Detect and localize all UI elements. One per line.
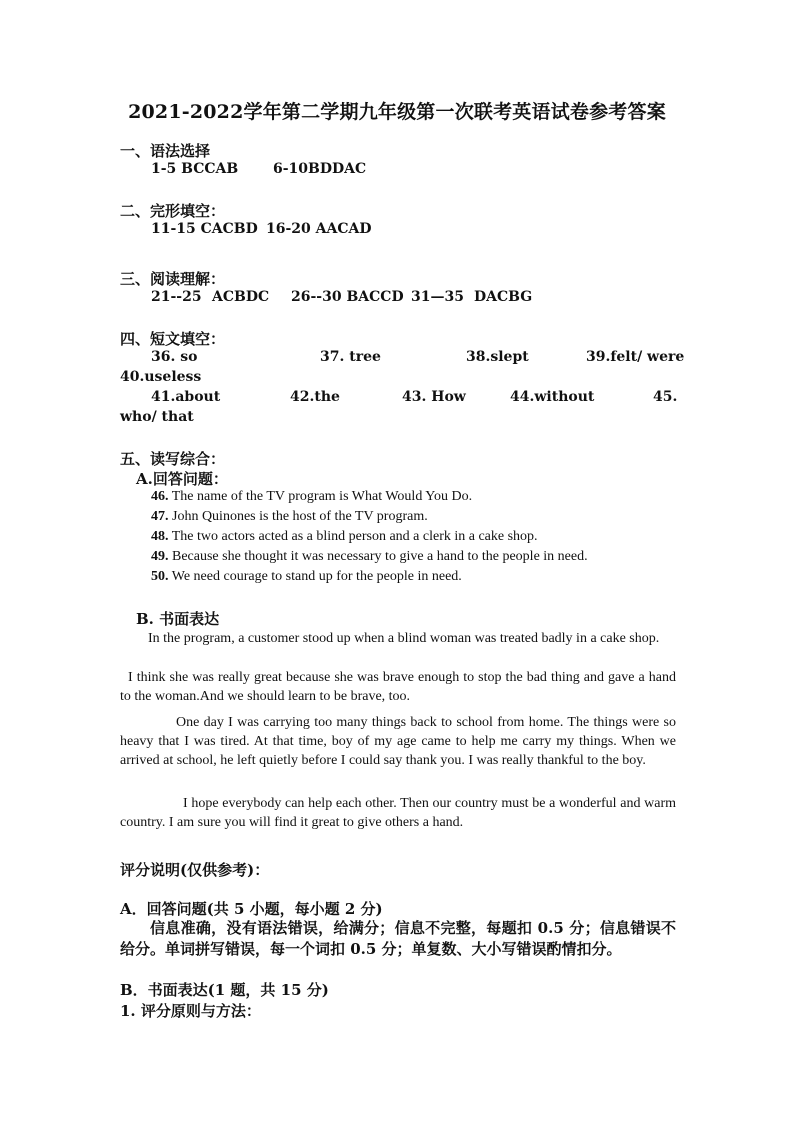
answer-48-num: 48.	[151, 529, 169, 544]
answer-41: 41.about	[151, 389, 221, 405]
essay-paragraph-2: I think she was really great because she was brave enough to stop the bad thing and gave a hand to the woman.And we should learn to be brave, too.	[120, 670, 676, 704]
section-3-heading: 三、阅读理解：	[120, 270, 226, 288]
answer-36: 36. so	[151, 349, 198, 365]
section-1-heading: 一、语法选择	[120, 142, 211, 160]
answer-49	[151, 549, 588, 565]
answer-49-text: Because she thought it was necessary to give a hand to the people in need.	[172, 549, 588, 564]
answer-43: 43. How	[402, 389, 466, 405]
section-5-heading: 五、读写综合：	[120, 450, 226, 468]
answer-39: 39.felt/ were	[586, 349, 685, 365]
answer-46-num: 46.	[151, 489, 169, 504]
answer-50	[151, 569, 462, 585]
answer-31-35: DACBG	[474, 289, 533, 305]
answer-46-text: The name of the TV program is What Would You Do.	[171, 489, 473, 504]
essay-paragraph-3: One day I was carrying too many things back to school from home. The things were so heavy that I was tired. At that time, boy of my age came to help me carry my things. When we arrived at school, he left quietly before I could say thank you. I was really thankful to the boy.	[120, 715, 676, 768]
part-a-heading: A.回答问题：	[136, 470, 228, 488]
answer-6-10: 6-10BDDAC	[273, 161, 367, 177]
answer-40: 40.useless	[120, 369, 202, 385]
answer-45-wrap: who/ that	[120, 409, 194, 425]
answer-11-15: 11-15 CACBD	[151, 221, 258, 237]
answer-49-num: 49.	[151, 549, 169, 564]
answer-48-text: The two actors acted as a blind person and a clerk in a cake shop.	[171, 529, 538, 544]
scoring-a-heading: A．回答问题(共 5 小题，每小题 2 分)	[120, 900, 383, 918]
answer-45: 45.	[653, 389, 678, 405]
answer-21-25: ACBDC	[212, 289, 270, 305]
answer-50-text: We need courage to stand up for the people in need.	[171, 569, 462, 584]
answer-38: 38.slept	[466, 349, 529, 365]
answer-50-num: 50.	[151, 569, 169, 584]
section-2-heading: 二、完形填空：	[120, 202, 226, 220]
answer-47-text: John Quinones is the host of the TV program.	[172, 509, 428, 524]
part-b-heading: B. 书面表达	[136, 610, 220, 628]
answer-42: 42.the	[290, 389, 340, 405]
answer-47	[151, 509, 428, 525]
scoring-a-text: 信息准确，没有语法错误，给满分；信息不完整，每题扣 0.5 分；信息错误不给分。单词拼写错误，每一个词扣 0.5 分；单复数、大小写错误酌情扣分。	[120, 919, 676, 958]
answer-1-5: 1-5 BCCAB	[151, 161, 239, 177]
answer-31-35-label: 31—35	[411, 289, 464, 305]
answer-21-25-label: 21--25	[151, 289, 202, 305]
page-title: 2021-2022学年第二学期九年级第一次联考英语试卷参考答案	[128, 101, 666, 123]
answer-48	[151, 529, 538, 545]
answer-26-30: 26--30 BACCD	[291, 289, 404, 305]
answer-44: 44.without	[510, 389, 595, 405]
section-4-heading: 四、短文填空：	[120, 330, 226, 348]
scoring-b-heading: B．书面表达(1 题，共 15 分)	[120, 981, 329, 999]
scoring-heading: 评分说明(仅供参考)：	[120, 861, 270, 879]
answer-47-num: 47.	[151, 509, 169, 524]
answer-37: 37. tree	[320, 349, 381, 365]
scoring-b-subheading: 1. 评分原则与方法：	[120, 1002, 261, 1020]
essay-paragraph-1: In the program, a customer stood up when a blind woman was treated badly in a cake shop.	[148, 631, 660, 646]
essay-paragraph-4: I hope everybody can help each other. Then our country must be a wonderful and warm country. I am sure you will find it great to give others a hand.	[120, 796, 676, 830]
answer-46	[151, 489, 472, 505]
answer-16-20: 16-20 AACAD	[266, 221, 372, 237]
